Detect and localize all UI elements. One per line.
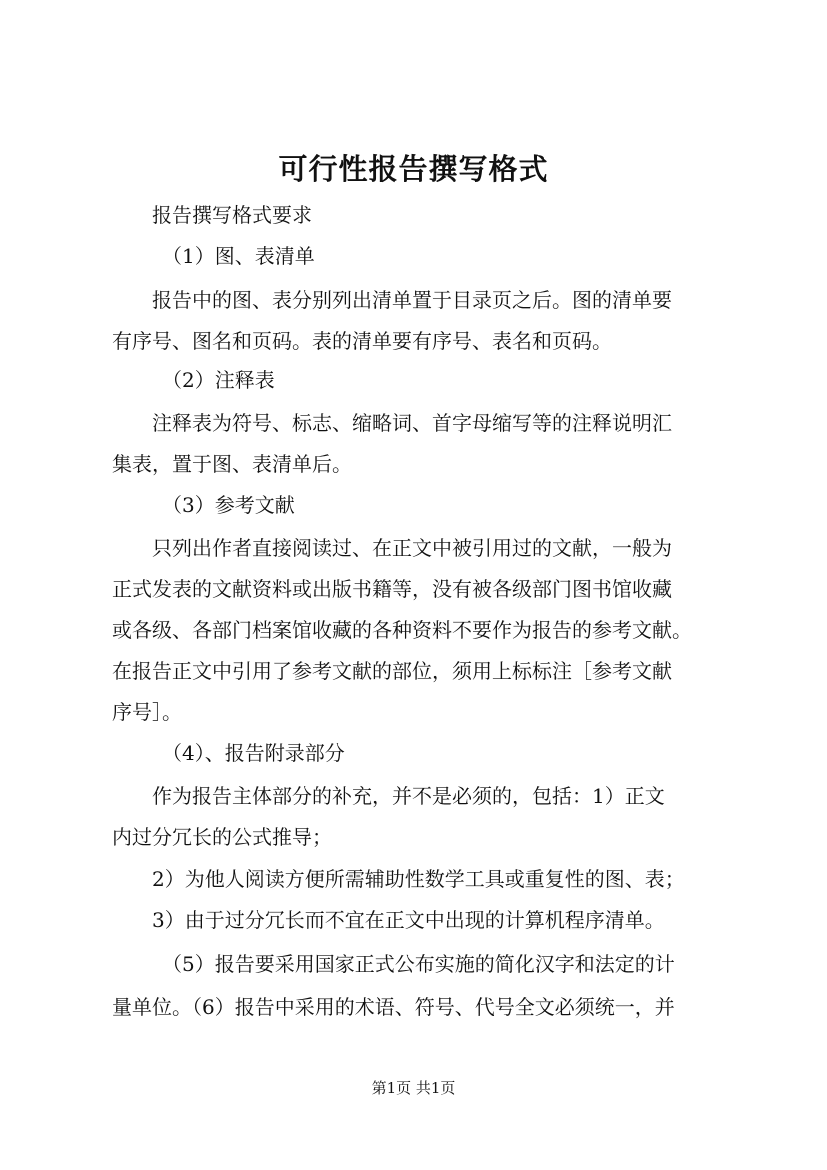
section-heading: （2）注释表 (162, 368, 275, 392)
body-line: 作为报告主体部分的补充，并不是必须的，包括：1）正文 (152, 784, 665, 808)
body-line: 2）为他人阅读方便所需辅助性数学工具或重复性的图、表； (152, 867, 685, 891)
body-line: 内过分冗长的公式推导； (112, 825, 332, 849)
body-line: 只列出作者直接阅读过、在正文中被引用过的文献，一般为 (152, 536, 672, 560)
body-line: 报告中的图、表分别列出清单置于目录页之后。图的清单要 (152, 288, 672, 312)
body-line: 或各级、各部门档案馆收藏的各种资料不要作为报告的参考文献。 (112, 618, 692, 642)
body-line: 注释表为符号、标志、缩略词、首字母缩写等的注释说明汇 (152, 411, 672, 435)
section-heading: （1）图、表清单 (162, 244, 315, 268)
page-title: 可行性报告撰写格式 (278, 152, 549, 186)
section-heading: （3）参考文献 (162, 493, 295, 517)
body-line: 在报告正文中引用了参考文献的部位，须用上标标注［参考文献 (112, 659, 672, 683)
body-line: 有序号、图名和页码。表的清单要有序号、表名和页码。 (112, 329, 612, 353)
body-line: 报告撰写格式要求 (152, 203, 312, 227)
body-line: 正式发表的文献资料或出版书籍等，没有被各级部门图书馆收藏 (112, 577, 672, 601)
page-footer: 第1页 共1页 (371, 1079, 456, 1097)
body-line: 序号］。 (112, 700, 182, 724)
body-line: 集表，置于图、表清单后。 (112, 452, 352, 476)
body-line: 量单位。（6）报告中采用的术语、符号、代号全文必须统一，并 (112, 995, 675, 1019)
section-heading: （5）报告要采用国家正式公布实施的简化汉字和法定的计 (162, 952, 675, 976)
body-line: 3）由于过分冗长而不宜在正文中出现的计算机程序清单。 (152, 908, 665, 932)
section-heading: （4）、报告附录部分 (162, 741, 345, 765)
